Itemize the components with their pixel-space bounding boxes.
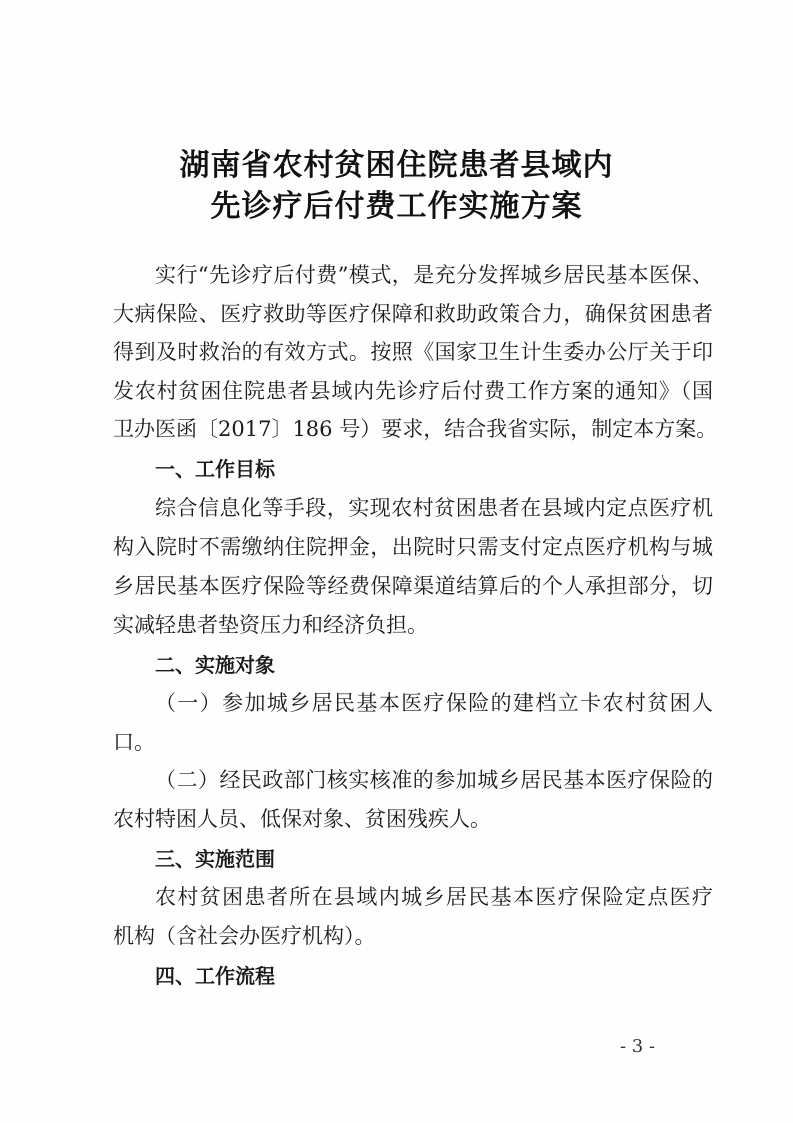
section1-line: 构入院时不需缴纳住院押金，出院时只需支付定点医疗机构与城: [113, 535, 713, 559]
section-heading-goals: 一、工作目标: [155, 457, 275, 481]
section-heading-scope: 三、实施范围: [155, 847, 275, 871]
section2-item1-line: （一）参加城乡居民基本医疗保险的建档立卡农村贫困人: [155, 691, 713, 715]
section3-line: 农村贫困患者所在县域内城乡居民基本医疗保险定点医疗: [155, 885, 713, 909]
intro-line: 得到及时救治的有效方式。按照《国家卫生计生委办公厅关于印: [113, 340, 713, 364]
section2-item2-line: 农村特困人员、低保对象、贫困残疾人。: [113, 807, 491, 831]
section-heading-targets: 二、实施对象: [155, 653, 275, 677]
intro-line: 大病保险、医疗救助等医疗保障和救助政策合力，确保贫困患者: [113, 302, 713, 326]
section2-item2-line: （二）经民政部门核实核准的参加城乡居民基本医疗保险的: [155, 768, 713, 792]
section1-line: 综合信息化等手段，实现农村贫困患者在县域内定点医疗机: [155, 496, 713, 520]
intro-line: 实行“先诊疗后付费”模式，是充分发挥城乡居民基本医保、: [155, 263, 713, 287]
intro-line: 发农村贫困住院患者县域内先诊疗后付费工作方案的通知》（国: [113, 379, 713, 403]
section2-item1-line: 口。: [113, 730, 155, 754]
section-heading-workflow: 四、工作流程: [155, 964, 275, 988]
document-title-line-2: 先诊疗后付费工作实施方案: [210, 189, 583, 224]
section1-line: 乡居民基本医疗保险等经费保障渠道结算后的个人承担部分，切: [113, 574, 713, 598]
section1-line: 实减轻患者垫资压力和经济负担。: [113, 613, 428, 637]
section3-line: 机构（含社会办医疗机构）。: [113, 924, 376, 948]
page-number: - 3 -: [620, 1036, 656, 1057]
document-title-line-1: 湖南省农村贫困住院患者县域内: [179, 148, 614, 183]
intro-line: 卫办医函〔2017〕186 号）要求，结合我省实际，制定本方案。: [113, 417, 718, 441]
